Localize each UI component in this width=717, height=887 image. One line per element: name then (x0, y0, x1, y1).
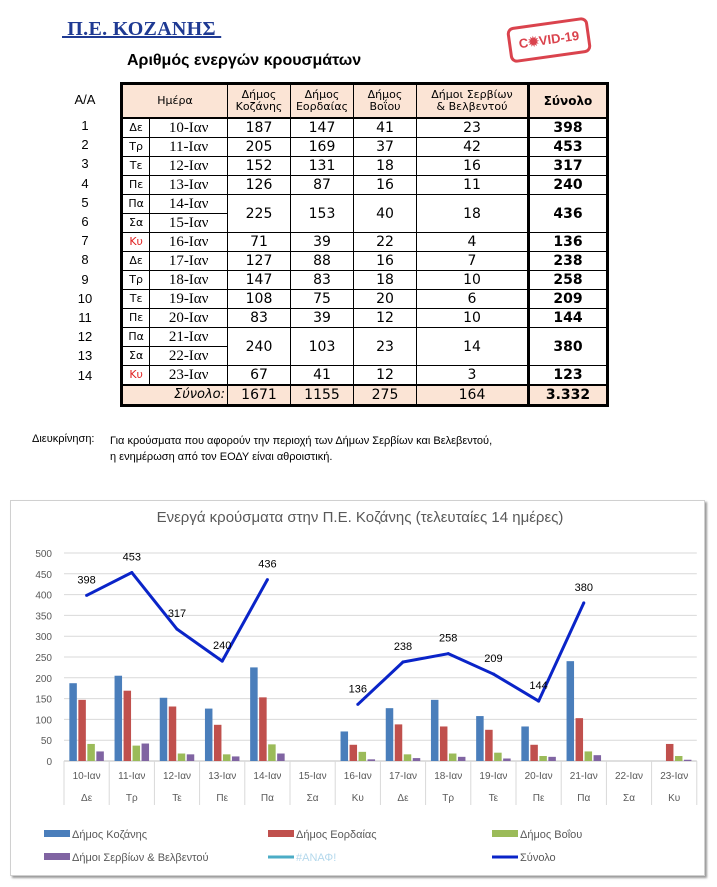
bar-kozani (341, 731, 349, 761)
region-title: Π.Ε. ΚΟΖΑΝΗΣ (62, 18, 222, 40)
voio-cell: 41 (354, 118, 417, 138)
date-cell: 23-Ιαν (150, 366, 228, 386)
voio-cell: 16 (354, 176, 417, 195)
aa-number: 11 (78, 310, 92, 325)
total-cell: 123 (529, 366, 608, 386)
legend-swatch-servia (44, 853, 70, 860)
x-tick-label: 14-Ιαν (253, 771, 282, 782)
x-tick-label: 15-Ιαν (298, 771, 327, 782)
bar-kozani (115, 676, 123, 761)
data-label: 240 (213, 640, 232, 653)
date-cell: 19-Ιαν (150, 290, 228, 309)
aa-number: 12 (77, 329, 93, 345)
x-tick-day-label: Τε (172, 793, 182, 804)
bar-kozani (160, 698, 168, 761)
bar-servia (277, 754, 285, 761)
date-cell: 16-Ιαν (150, 233, 228, 252)
data-label: 258 (439, 632, 458, 645)
bar-servia (368, 759, 376, 761)
y-tick-label: 0 (46, 757, 52, 768)
bar-voio (675, 756, 683, 761)
bar-servia (684, 760, 692, 761)
x-tick-day-label: Τε (488, 793, 499, 804)
total-cell: 209 (529, 290, 608, 309)
total-cell: 240 (529, 176, 608, 195)
aa-number: 14 (77, 367, 93, 383)
header-servia-line: Δήμοι Σερβίων (431, 88, 513, 101)
aa-number: 2 (81, 137, 89, 153)
total-cell: 136 (529, 233, 608, 252)
day-cell: Πε (122, 309, 150, 328)
eordaia-cell: 87 (291, 176, 354, 195)
eordaia-cell: 83 (291, 271, 354, 290)
totals-voio: 275 (354, 385, 417, 406)
date-cell: 13-Ιαν (150, 176, 228, 195)
aa-number: 10 (77, 290, 93, 306)
day-cell: Τε (122, 290, 150, 309)
day-cell: Πα (122, 195, 150, 214)
covid-stamp-text: C✹VID-19 (517, 27, 581, 52)
eordaia-cell: 75 (291, 290, 354, 309)
servia-cell: 18 (417, 195, 529, 233)
date-cell: 18-Ιαν (150, 271, 228, 290)
y-tick-label: 100 (35, 715, 52, 727)
day-cell: Σα (122, 347, 150, 366)
voio-cell: 12 (354, 309, 417, 328)
bar-eordaia (214, 725, 222, 761)
bar-kozani (250, 667, 258, 761)
bar-servia (142, 744, 150, 761)
header-total-line: Σύνολο (543, 94, 593, 108)
data-label: 209 (484, 653, 503, 666)
servia-cell: 16 (417, 157, 529, 176)
eordaia-cell: 103 (291, 328, 354, 366)
bar-kozani (386, 708, 394, 761)
legend-label: #ΑΝΑΦ! (296, 852, 337, 864)
servia-cell: 14 (417, 328, 529, 366)
x-tick-label: 17-Ιαν (388, 771, 418, 782)
header-eordaia-line: Δήμος (304, 88, 340, 101)
kozani-cell: 108 (228, 290, 291, 309)
y-tick-label: 150 (35, 694, 52, 706)
header-kozani-line: Κοζάνης (235, 100, 283, 113)
x-tick-day-label: Σα (623, 793, 635, 804)
date-cell: 14-Ιαν (150, 195, 228, 214)
bar-eordaia (78, 700, 86, 761)
day-cell: Τε (122, 157, 150, 176)
bar-voio (539, 756, 547, 761)
bar-eordaia (169, 707, 177, 761)
total-cell: 380 (529, 328, 608, 366)
kozani-cell: 126 (228, 176, 291, 195)
y-tick-label: 350 (35, 611, 52, 623)
x-tick-day-label: Δε (397, 793, 409, 804)
data-label: 436 (258, 558, 277, 571)
total-cell: 144 (529, 309, 608, 328)
bar-voio (223, 754, 231, 761)
bar-eordaia (124, 691, 132, 761)
header-kozani-line: Δήμος (241, 88, 277, 101)
eordaia-cell: 131 (291, 157, 354, 176)
date-cell: 10-Ιαν (150, 118, 228, 138)
date-cell: 15-Ιαν (150, 214, 228, 233)
bar-eordaia (395, 724, 403, 761)
eordaia-cell: 88 (291, 252, 354, 271)
x-tick-day-label: Δε (81, 793, 93, 804)
servia-cell: 23 (417, 118, 529, 138)
bar-voio (494, 753, 502, 761)
x-tick-label: 12-Ιαν (162, 771, 192, 782)
voio-cell: 18 (354, 271, 417, 290)
data-label: 238 (393, 640, 413, 653)
bar-eordaia (530, 745, 538, 761)
kozani-cell: 67 (228, 366, 291, 386)
servia-cell: 6 (417, 290, 529, 309)
day-cell: Κυ (122, 366, 150, 386)
bar-eordaia (576, 718, 584, 761)
bar-servia (458, 757, 466, 761)
x-tick-day-label: Πα (577, 793, 591, 804)
totals-label: Σύνολο: (122, 385, 228, 406)
bar-voio (404, 754, 412, 761)
x-tick-label: 13-Ιαν (208, 771, 237, 782)
bar-kozani (521, 726, 529, 761)
eordaia-cell: 39 (291, 309, 354, 328)
bar-servia (503, 759, 511, 761)
bar-eordaia (259, 697, 267, 761)
servia-cell: 10 (417, 271, 529, 290)
totals-total: 3.332 (529, 385, 608, 406)
servia-cell: 42 (417, 138, 529, 157)
x-tick-day-label: Πε (216, 793, 229, 804)
table-title: Αριθμός ενεργών κρουσμάτων (127, 52, 362, 69)
bar-kozani (69, 683, 77, 761)
aa-number: 7 (81, 233, 89, 249)
bar-servia (96, 751, 104, 761)
note-line-2: η ενημέρωση από τον ΕΟΔΥ είναι αθροιστική. (110, 451, 333, 463)
totals-eordaia: 1155 (291, 385, 354, 406)
voio-cell: 40 (354, 195, 417, 233)
data-label: 380 (574, 581, 593, 594)
aa-number: 1 (81, 118, 89, 133)
data-label: 453 (122, 551, 141, 564)
day-cell: Σα (122, 214, 150, 233)
day-cell: Πε (122, 176, 150, 195)
date-cell: 22-Ιαν (150, 347, 228, 366)
x-tick-day-label: Τρ (125, 793, 138, 804)
aa-number: 13 (77, 348, 93, 364)
kozani-cell: 205 (228, 138, 291, 157)
chart-title: Ενεργά κρούσματα στην Π.Ε. Κοζάνης (τελευταίες 14 ημέρες) (156, 509, 564, 526)
voio-cell: 18 (354, 157, 417, 176)
eordaia-cell: 153 (291, 195, 354, 233)
legend-label: Δήμος Βοΐου (520, 829, 583, 841)
legend-label: Δήμοι Σερβίων & Βελβεντού (72, 852, 209, 864)
y-tick-label: 300 (35, 632, 52, 644)
total-cell: 436 (529, 195, 608, 233)
aa-number: 5 (81, 194, 89, 210)
legend-swatch-kozani (44, 830, 70, 837)
bar-voio (359, 752, 367, 761)
totals-servia: 164 (417, 385, 529, 406)
bar-servia (548, 757, 556, 761)
date-cell: 17-Ιαν (150, 252, 228, 271)
voio-cell: 22 (354, 233, 417, 252)
bar-voio (585, 751, 593, 761)
header-eordaia-line: Εορδαίας (295, 100, 349, 113)
note-label: Διευκρίνηση: (32, 433, 95, 445)
aa-number: 9 (81, 271, 89, 287)
legend-label: Δήμος Εορδαίας (296, 829, 377, 841)
eordaia-cell: 41 (291, 366, 354, 386)
aa-header: Α/Α (74, 92, 96, 107)
y-tick-label: 250 (35, 653, 52, 664)
header-servia-line: & Βελβεντού (436, 100, 508, 113)
total-cell: 398 (529, 118, 608, 138)
bar-kozani (476, 716, 484, 761)
x-tick-day-label: Κυ (668, 793, 681, 804)
legend-label: Σύνολο (520, 852, 556, 864)
day-cell: Κυ (122, 233, 150, 252)
x-tick-label: 16-Ιαν (343, 771, 372, 782)
bar-voio (87, 744, 95, 761)
totals-kozani: 1671 (228, 385, 291, 406)
header-day-line: Ημέρα (157, 94, 193, 107)
total-cell: 238 (529, 252, 608, 271)
bar-voio (133, 746, 141, 761)
servia-cell: 3 (417, 366, 529, 386)
kozani-cell: 127 (228, 252, 291, 271)
eordaia-cell: 39 (291, 233, 354, 252)
bar-kozani (431, 700, 439, 761)
bar-eordaia (440, 726, 448, 761)
day-cell: Δε (122, 118, 150, 138)
legend-swatch-voio (492, 830, 518, 837)
y-tick-label: 500 (35, 549, 52, 560)
voio-cell: 37 (354, 138, 417, 157)
total-cell: 317 (529, 157, 608, 176)
bar-voio (178, 754, 186, 761)
y-tick-label: 50 (40, 736, 52, 748)
header-voio-line: Βοΐου (369, 100, 401, 113)
x-tick-day-label: Τρ (442, 793, 455, 804)
x-tick-label: 23-Ιαν (660, 771, 689, 782)
data-label: 317 (167, 608, 187, 621)
header-voio-line: Δήμος (367, 88, 403, 101)
y-tick-label: 200 (35, 673, 52, 685)
legend-label: Δήμος Κοζάνης (72, 829, 147, 841)
voio-cell: 16 (354, 252, 417, 271)
x-tick-day-label: Σα (306, 793, 319, 804)
date-cell: 21-Ιαν (150, 328, 228, 347)
date-cell: 20-Ιαν (150, 309, 228, 328)
bar-eordaia (350, 745, 358, 761)
day-cell: Τρ (122, 138, 150, 157)
total-cell: 453 (529, 138, 608, 157)
x-tick-label: 21-Ιαν (569, 771, 598, 782)
data-label: 144 (529, 680, 548, 693)
bar-kozani (567, 661, 575, 761)
aa-number: 6 (81, 214, 89, 229)
bar-voio (268, 744, 276, 761)
x-tick-day-label: Πε (532, 793, 545, 804)
kozani-cell: 147 (228, 271, 291, 290)
total-line-segment (358, 603, 584, 705)
day-cell: Πα (122, 328, 150, 347)
x-tick-label: 22-Ιαν (614, 771, 644, 782)
x-tick-label: 11-Ιαν (118, 771, 146, 782)
x-tick-day-label: Πα (260, 793, 274, 804)
kozani-cell: 83 (228, 309, 291, 328)
x-tick-label: 10-Ιαν (72, 771, 101, 782)
servia-cell: 11 (417, 176, 529, 195)
servia-cell: 4 (417, 233, 529, 252)
servia-cell: 10 (417, 309, 529, 328)
aa-number: 8 (81, 252, 89, 268)
voio-cell: 12 (354, 366, 417, 386)
bar-voio (449, 754, 457, 761)
servia-cell: 7 (417, 252, 529, 271)
aa-number: 4 (81, 175, 89, 191)
x-tick-label: 19-Ιαν (479, 771, 508, 782)
data-label: 136 (348, 683, 367, 696)
x-tick-day-label: Κυ (351, 793, 364, 804)
y-tick-label: 450 (35, 569, 52, 581)
x-tick-label: 18-Ιαν (434, 771, 463, 782)
kozani-cell: 71 (228, 233, 291, 252)
voio-cell: 23 (354, 328, 417, 366)
bar-servia (187, 754, 195, 761)
kozani-cell: 187 (228, 118, 291, 138)
bar-servia (594, 755, 602, 761)
x-tick-label: 20-Ιαν (524, 771, 553, 782)
kozani-cell: 225 (228, 195, 291, 233)
bar-servia (232, 756, 240, 761)
date-cell: 11-Ιαν (150, 138, 228, 157)
kozani-cell: 152 (228, 157, 291, 176)
bar-eordaia (485, 730, 493, 761)
kozani-cell: 240 (228, 328, 291, 366)
day-cell: Δε (122, 252, 150, 271)
date-cell: 12-Ιαν (150, 157, 228, 176)
note-line-1: Για κρούσματα που αφορούν την περιοχή των Δήμων Σερβίων και Βελεβεντού, (110, 435, 493, 447)
total-cell: 258 (529, 271, 608, 290)
bar-eordaia (666, 744, 674, 761)
eordaia-cell: 147 (291, 118, 354, 138)
bar-kozani (205, 709, 213, 761)
eordaia-cell: 169 (291, 138, 354, 157)
y-tick-label: 400 (35, 590, 52, 602)
legend-swatch-eordaia (268, 830, 294, 837)
data-label: 398 (77, 574, 96, 587)
day-cell: Τρ (122, 271, 150, 290)
voio-cell: 20 (354, 290, 417, 309)
bar-servia (413, 758, 421, 761)
aa-number: 3 (81, 156, 89, 172)
